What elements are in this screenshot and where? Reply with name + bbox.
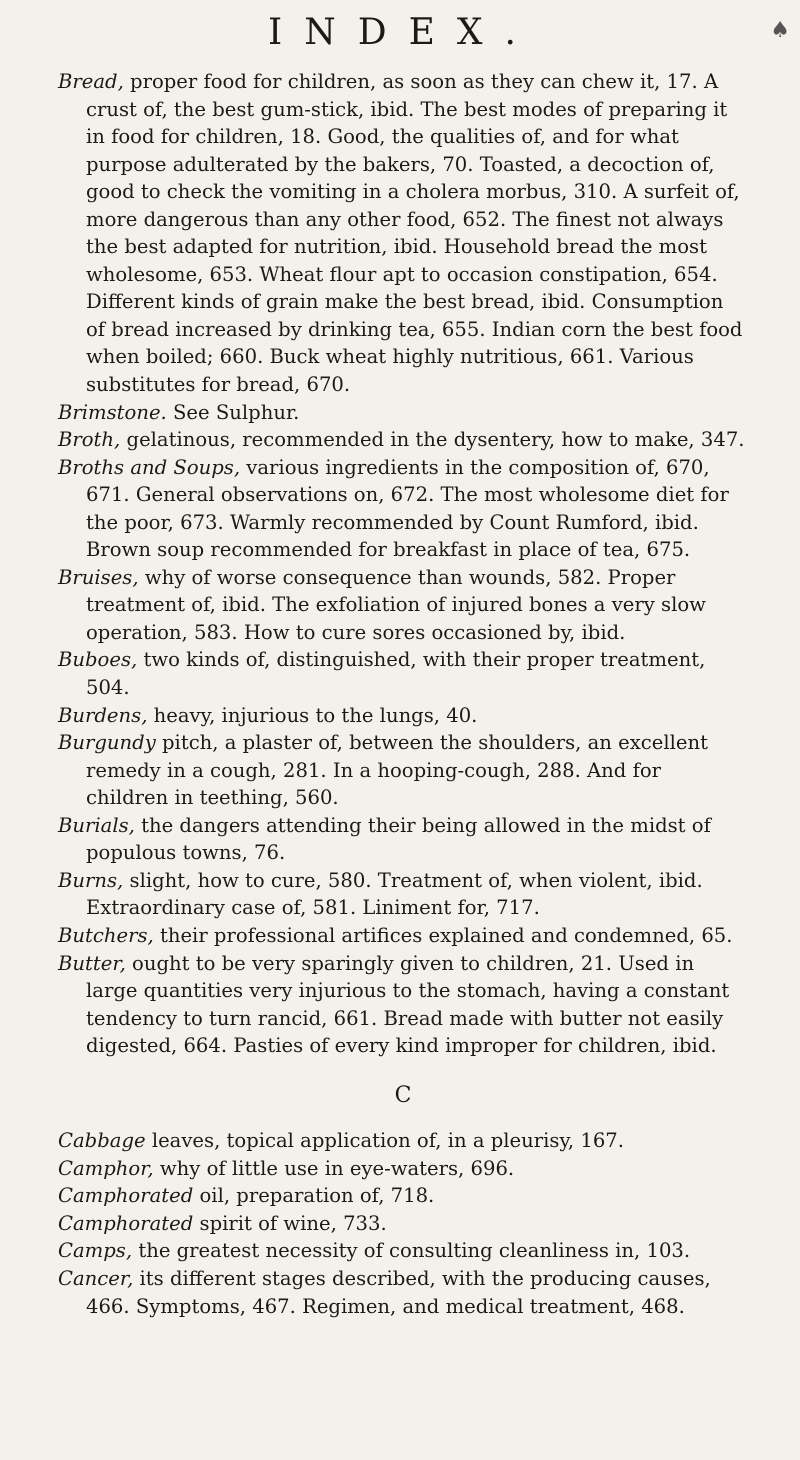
entry-bread bbox=[58, 68, 748, 399]
entry-text: slight, how to cure, 580. Treatment of, when violent, ibid. Extraordinary case of, 581. Liniment for, 717. bbox=[86, 868, 703, 920]
entry-term: Camphor, bbox=[58, 1156, 154, 1180]
entry-text: the dangers attending their being allowed in the midst of populous towns, 76. bbox=[86, 813, 711, 865]
entry-text: ought to be very sparingly given to children, 21. Used in large quantities very injurious to the stomach, having a constant tendency to turn rancid, 661. Bread made with butter not easily digested, 664. Pasties of every kind improper for children, ibid. bbox=[86, 951, 730, 1058]
entry-text: spirit of wine, 733. bbox=[193, 1211, 387, 1235]
index-entries bbox=[58, 68, 748, 1320]
entry-text: heavy, injurious to the lungs, 40. bbox=[147, 703, 478, 727]
entry-text: proper food for children, as soon as they can chew it, 17. A crust of, the best gum-stick, ibid. The best modes of preparing it in food for children, 18. Good, the qualities of, and for what purpose adulterated by the bakers, 70. Toasted, a decoction of, good to check the vomiting in a cholera morbus, 310. A surfeit of, more dangerous than any other food, 652. The finest not always the best adapted for nutrition, ibid. Household bread the most wholesome, 653. Wheat flour apt to occasion constipation, 654. Different kinds of grain make the best bread, ibid. Consumption of bread increased by drinking tea, 655. Indian corn the best food when boiled; 660. Buck wheat highly nutritious, 661. Various substitutes for bread, 670. bbox=[86, 70, 743, 397]
entry-text: oil, preparation of, 718. bbox=[193, 1184, 435, 1208]
entry-term: Burdens, bbox=[58, 703, 148, 727]
entry-text: pitch, a plaster of, between the shoulders, an excellent remedy in a cough, 281. In a hooping-cough, 288. And for children in teething, 560. bbox=[86, 731, 708, 810]
entry-text: various ingredients in the composition of, 670, 671. General observations on, 672. The most wholesome diet for the poor, 673. Warmly recommended by Count Rumford, ibid. Brown soup recommended for breakfast in place of tea, 675. bbox=[86, 455, 729, 562]
entry-text: why of little use in eye-waters, 696. bbox=[153, 1156, 515, 1180]
entry-text: leaves, topical application of, in a pleurisy, 167. bbox=[145, 1129, 625, 1153]
entry-term: Camphorated bbox=[58, 1184, 194, 1208]
entry-cabbage bbox=[58, 1127, 748, 1155]
corner-ornament: ♠ bbox=[770, 18, 790, 43]
entry-term: Burials, bbox=[58, 813, 135, 837]
entry-butter bbox=[58, 950, 748, 1060]
entry-term: Brimstone. bbox=[58, 400, 167, 424]
entry-burgundy bbox=[58, 729, 748, 812]
entry-term: Camps, bbox=[58, 1239, 133, 1263]
entry-broth bbox=[58, 426, 748, 454]
entry-camphorated-oil bbox=[58, 1182, 748, 1210]
entry-broths bbox=[58, 454, 748, 564]
entry-cancer bbox=[58, 1265, 748, 1320]
entry-text: two kinds of, distinguished, with their proper treatment, 504. bbox=[86, 648, 706, 700]
entry-camphorated-spirit bbox=[58, 1210, 748, 1238]
entry-burns bbox=[58, 867, 748, 922]
section-letter-c: C bbox=[394, 1082, 412, 1108]
entry-term: Burgundy bbox=[58, 731, 156, 755]
entry-text: its different stages described, with the producing causes, 466. Symptoms, 467. Regimen, and medical treatment, 468. bbox=[86, 1266, 711, 1318]
entry-term: Butter, bbox=[58, 951, 126, 975]
entry-term: Cancer, bbox=[58, 1266, 134, 1290]
entry-text: gelatinous, recommended in the dysentery, how to make, 347. bbox=[120, 428, 745, 452]
entry-text: the greatest necessity of consulting cleanliness in, 103. bbox=[132, 1239, 691, 1263]
entry-butchers bbox=[58, 922, 748, 950]
entry-brimstone bbox=[58, 399, 748, 427]
entry-text: why of worse consequence than wounds, 582. Proper treatment of, ibid. The exfoliation of injured bones a very slow operation, 583. How to cure sores occasioned by, ibid. bbox=[86, 565, 706, 644]
entry-camphor bbox=[58, 1155, 748, 1183]
entry-term: Cabbage bbox=[58, 1129, 146, 1153]
entry-term: Burns, bbox=[58, 868, 124, 892]
entry-term: Buboes, bbox=[58, 648, 138, 672]
entry-term: Bruises, bbox=[58, 565, 139, 589]
entry-term: Broths and Soups, bbox=[58, 455, 241, 479]
entry-camps bbox=[58, 1237, 748, 1265]
entry-text: their professional artifices explained and condemned, 65. bbox=[153, 923, 733, 947]
entry-buboes bbox=[58, 646, 748, 701]
entry-term: Camphorated bbox=[58, 1211, 194, 1235]
entry-text: See Sulphur. bbox=[166, 400, 300, 424]
entry-term: Butchers, bbox=[58, 923, 154, 947]
entry-burials bbox=[58, 812, 748, 867]
page-header: INDEX. bbox=[268, 12, 538, 53]
entry-term: Broth, bbox=[58, 428, 121, 452]
entry-term: Bread, bbox=[58, 70, 124, 93]
entry-burdens bbox=[58, 702, 748, 730]
entry-bruises bbox=[58, 564, 748, 647]
